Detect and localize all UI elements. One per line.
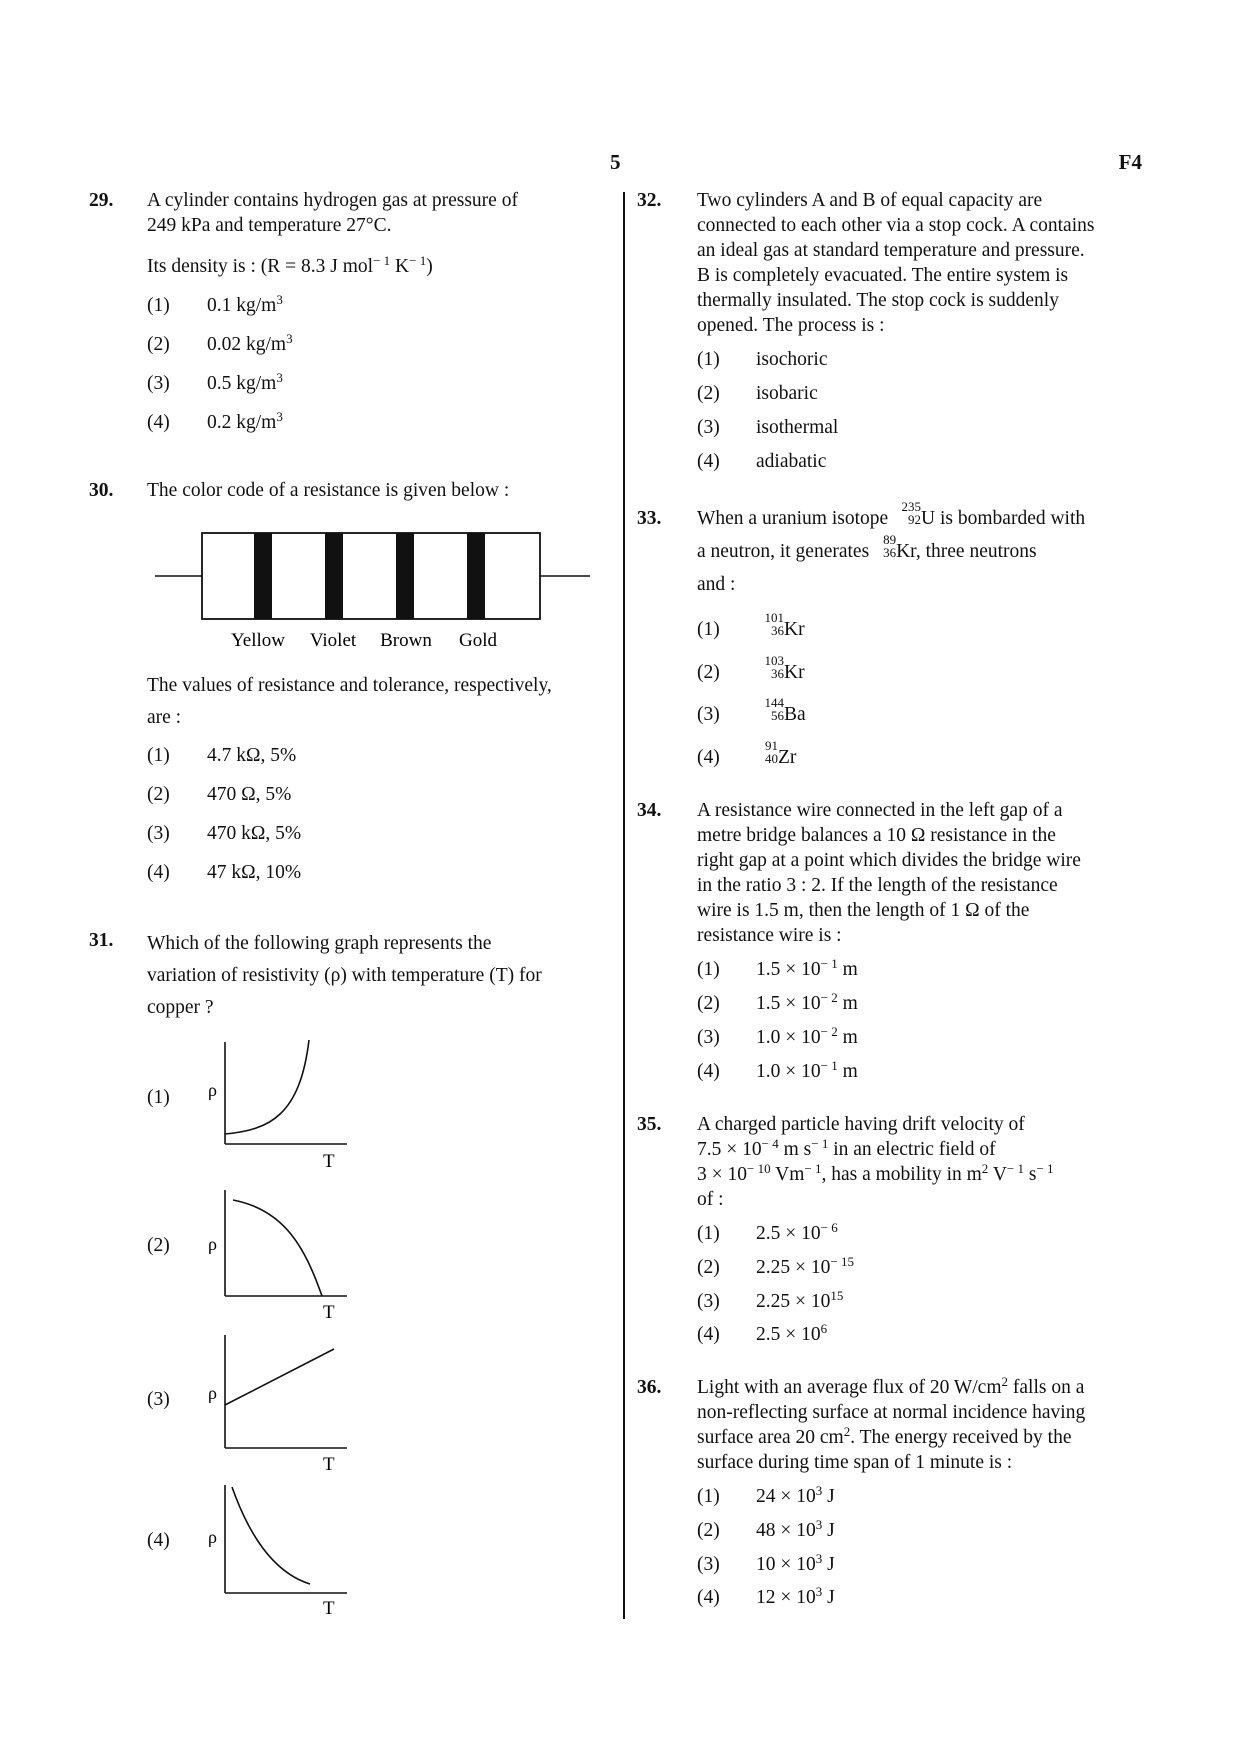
text: 10 × 10 [756,1554,816,1575]
question-number: 30. [89,480,114,501]
superscript: − 2 [820,1024,838,1039]
option-text [756,991,858,1016]
option-number: (3) [147,1389,170,1410]
x-label: T [323,1302,335,1323]
nuclide [756,695,784,727]
option-number: (3) [697,1554,720,1575]
text: Vm [770,1164,805,1185]
option-text [756,1484,835,1509]
superscript: − 6 [820,1220,838,1235]
graph-falling-curve [205,1188,355,1323]
mass-number: 235 [901,499,922,514]
unit: m [837,993,858,1014]
text: 2.25 × 10 [756,1291,831,1312]
option-number: (2) [697,993,720,1014]
option-text: isobaric [756,383,818,404]
symbol: Kr [784,662,805,683]
stem-line-1 [697,499,1159,531]
density-line [147,254,433,279]
superscript: 3 [815,1483,823,1498]
superscript: − 1 [1036,1161,1054,1176]
option-number: (2) [147,334,170,355]
option-text [756,1585,835,1610]
superscript: 3 [815,1584,823,1599]
option-number: (1) [147,745,170,766]
text: a neutron, it generates [697,541,875,562]
option-number: (1) [697,349,720,370]
question-number: 33. [637,508,662,529]
nuclide-kr [874,532,897,564]
symbol: Ba [784,704,806,725]
stem-line: surface during time span of 1 minute is : [697,1452,1013,1473]
superscript: − 1 [409,253,427,268]
superscript: 6 [820,1321,828,1336]
curve [232,1487,310,1584]
option-text [756,1059,858,1084]
option-number: (4) [697,451,720,472]
y-label: ρ [208,1080,217,1100]
stem-line: 249 kPa and temperature 27°C. [147,215,392,236]
stem-line: in the ratio 3 : 2. If the length of the resistance [697,875,1058,896]
text: in an electric field of [828,1139,996,1160]
text: is bombarded with [935,508,1086,529]
superscript: 3 [815,1551,823,1566]
text: , has a mobility in m [821,1164,982,1185]
text: 1.5 × 10 [756,959,821,980]
option-text: 4.7 kΩ, 5% [207,745,297,766]
option-number: (3) [147,373,170,394]
option-text [207,371,283,396]
stem-line: non-reflecting surface at normal incidence having [697,1402,1086,1423]
mass-number: 144 [764,695,784,710]
question-number: 36. [637,1377,662,1398]
color-band [467,533,485,619]
text: 2.25 × 10 [756,1257,831,1278]
option-number: (3) [697,1291,720,1312]
option-number: (1) [147,1087,170,1108]
text: When a uranium isotope [697,508,894,529]
stem-line: an ideal gas at standard temperature and pressure. [697,240,1085,261]
option-number: (1) [697,1223,720,1244]
option-text: isochoric [756,349,828,370]
superscript: − 2 [820,990,838,1005]
option-text [756,1025,858,1050]
option-text [207,332,293,357]
superscript: 2 [981,1161,989,1176]
superscript: 3 [815,1517,823,1532]
resistor-body [202,533,540,619]
superscript: − 15 [830,1254,854,1269]
question-number: 31. [89,930,114,951]
color-band [325,533,343,619]
stem-line-2 [697,532,1159,564]
y-label: ρ [208,1234,217,1254]
text: 7.5 × 10 [697,1139,762,1160]
unit: m [837,1061,858,1082]
column-divider [623,192,625,1619]
option-number: (4) [697,747,720,768]
nuclide [756,610,784,642]
option-text: isothermal [756,417,839,438]
nuclide [756,653,784,685]
option-text [756,1322,827,1347]
y-label: ρ [208,1383,217,1403]
text: 2.5 × 10 [756,1324,821,1345]
stem-line [697,1425,1159,1450]
stem-line: right gap at a point which divides the bridge wire [697,850,1081,871]
option-number: (3) [697,704,720,725]
atomic-number: 40 [765,751,778,766]
question-stem-continued [147,670,609,734]
stem-line: copper ? [147,997,214,1018]
option-number: (4) [147,1530,170,1551]
stem-line: A resistance wire connected in the left gap of a [697,800,1063,821]
question-number: 32. [637,190,662,211]
stem-line: of : [697,1189,724,1210]
line [225,1349,334,1405]
text: 2.5 × 10 [756,1223,821,1244]
stem-line: B is completely evacuated. The entire system is [697,265,1069,286]
question-number: 29. [89,190,114,211]
x-label: T [323,1598,335,1618]
x-label: T [323,1151,335,1170]
stem-line: connected to each other via a stop cock. A contains [697,215,1095,236]
superscript: − 1 [820,1058,838,1073]
mass-number: 103 [764,653,784,668]
unit: J [822,1554,835,1575]
option-text [756,653,805,685]
question-stem [697,1375,1159,1475]
option-text [756,1289,843,1314]
text: , three neutrons [915,541,1037,562]
superscript: − 1 [1006,1161,1024,1176]
option-number: (4) [147,862,170,883]
graph-decay-curve [205,1483,355,1618]
symbol: U [921,508,936,529]
atomic-number: 36 [771,623,784,638]
stem-line [697,1162,1159,1187]
option-number: (3) [697,1027,720,1048]
superscript: − 1 [373,253,391,268]
option-text [756,1255,854,1280]
text: 24 × 10 [756,1486,816,1507]
stem-line: resistance wire is : [697,925,842,946]
text: V [988,1164,1007,1185]
stem-line: A cylinder contains hydrogen gas at pressure of [147,190,518,211]
option-number: (4) [697,1324,720,1345]
superscript: − 1 [820,956,838,971]
atomic-number: 36 [883,545,897,560]
nuclide [756,738,778,770]
stem-line [697,1375,1159,1400]
text: 12 × 10 [756,1587,816,1608]
option-text [207,293,283,318]
atomic-number: 36 [771,666,784,681]
text: s [1024,1164,1037,1185]
superscript: − 10 [747,1161,771,1176]
option-number: (2) [697,1520,720,1541]
unit: m [837,959,858,980]
mass-number: 91 [765,738,778,753]
question-number: 34. [637,800,662,821]
option-text: 47 kΩ, 10% [207,862,302,883]
nuclide-u [893,499,922,531]
superscript: 3 [276,409,283,424]
text: 1.0 × 10 [756,1027,821,1048]
option-text [756,1518,835,1543]
superscript: 3 [276,370,283,385]
option-number: (2) [697,662,720,683]
option-text [756,957,858,982]
stem-line: Two cylinders A and B of equal capacity are [697,190,1043,211]
graph-rising-curve [205,1040,355,1170]
stem-line: are : [147,707,182,728]
superscript: 3 [276,292,283,307]
superscript: 15 [830,1288,844,1303]
symbol: Kr [784,619,805,640]
page-number: 5 [610,150,621,174]
text: 1.0 × 10 [756,1061,821,1082]
symbol: Kr [896,541,916,562]
unit: J [822,1587,835,1608]
option-number: (4) [697,1587,720,1608]
option-text [756,695,806,727]
option-number: (1) [697,959,720,980]
question-stem: The color code of a resistance is given below : [147,480,510,501]
superscript: − 1 [811,1136,829,1151]
option-number: (1) [697,619,720,640]
text: m s [778,1139,812,1160]
option-number: (4) [147,412,170,433]
stem-line [697,1137,1159,1162]
option-number: (1) [697,1486,720,1507]
option-number: (2) [697,1257,720,1278]
text: 0.2 kg/m [207,412,277,433]
color-band [396,533,414,619]
option-number: (1) [147,295,170,316]
unit: m [837,1027,858,1048]
y-label: ρ [208,1527,217,1547]
text: falls on a [1008,1377,1085,1398]
stem-line: metre bridge balances a 10 Ω resistance in the [697,825,1056,846]
option-text [207,410,283,435]
atomic-number: 92 [908,512,922,527]
text: 0.5 kg/m [207,373,277,394]
option-text [756,738,797,770]
option-number: (2) [147,1235,170,1256]
stem-line: A charged particle having drift velocity of [697,1114,1025,1135]
text: Light with an average flux of 20 W/cm [697,1377,1002,1398]
superscript: 3 [286,331,293,346]
option-number: (2) [147,784,170,805]
option-text: 470 Ω, 5% [207,784,292,805]
mass-number: 101 [764,610,784,625]
unit: J [822,1520,835,1541]
curve [225,1040,309,1134]
text: . The energy received by the [850,1427,1072,1448]
text: surface area 20 cm [697,1427,844,1448]
text: K [390,256,410,277]
option-number: (3) [697,417,720,438]
question-stem [147,188,609,238]
option-text [756,1221,838,1246]
stem-line: Which of the following graph represents the [147,933,492,954]
x-label: T [323,1454,335,1473]
stem-line-3: and : [697,574,736,595]
stem-line: The values of resistance and tolerance, respectively, [147,675,552,696]
band-label: Yellow [230,630,286,651]
stem-line: wire is 1.5 m, then the length of 1 Ω of the [697,900,1030,921]
question-number: 35. [637,1114,662,1135]
question-stem [147,928,609,1024]
option-text: adiabatic [756,451,827,472]
option-text [756,610,805,642]
option-number: (3) [147,823,170,844]
stem-line: variation of resistivity (ρ) with temperature (T) for [147,965,542,986]
atomic-number: 56 [771,708,784,723]
band-label: Brown [380,630,432,651]
stem-line: thermally insulated. The stop cock is suddenly [697,290,1059,311]
curve [233,1200,322,1296]
question-stem [697,188,1159,338]
superscript: 2 [1001,1374,1009,1389]
band-label: Violet [309,630,357,651]
question-stem [697,1112,1159,1212]
option-text [756,1552,835,1577]
paper-code: F4 [1118,150,1142,174]
text: ) [426,256,433,277]
question-stem [697,798,1159,948]
resistor-diagram [150,525,610,660]
mass-number: 89 [883,532,897,547]
band-label: Gold [459,630,497,651]
graph-straight-line [205,1333,355,1473]
text: 0.02 kg/m [207,334,287,355]
text: 3 × 10 [697,1164,747,1185]
superscript: − 1 [804,1161,822,1176]
option-number: (2) [697,383,720,404]
symbol: Zr [778,747,797,768]
text: 0.1 kg/m [207,295,277,316]
text: 1.5 × 10 [756,993,821,1014]
text: 48 × 10 [756,1520,816,1541]
unit: J [822,1486,835,1507]
text: Its density is : (R = 8.3 J mol [147,256,374,277]
stem-line: opened. The process is : [697,315,885,336]
color-band [254,533,272,619]
superscript: 2 [843,1424,851,1439]
superscript: − 4 [761,1136,779,1151]
option-text: 470 kΩ, 5% [207,823,302,844]
option-number: (4) [697,1061,720,1082]
